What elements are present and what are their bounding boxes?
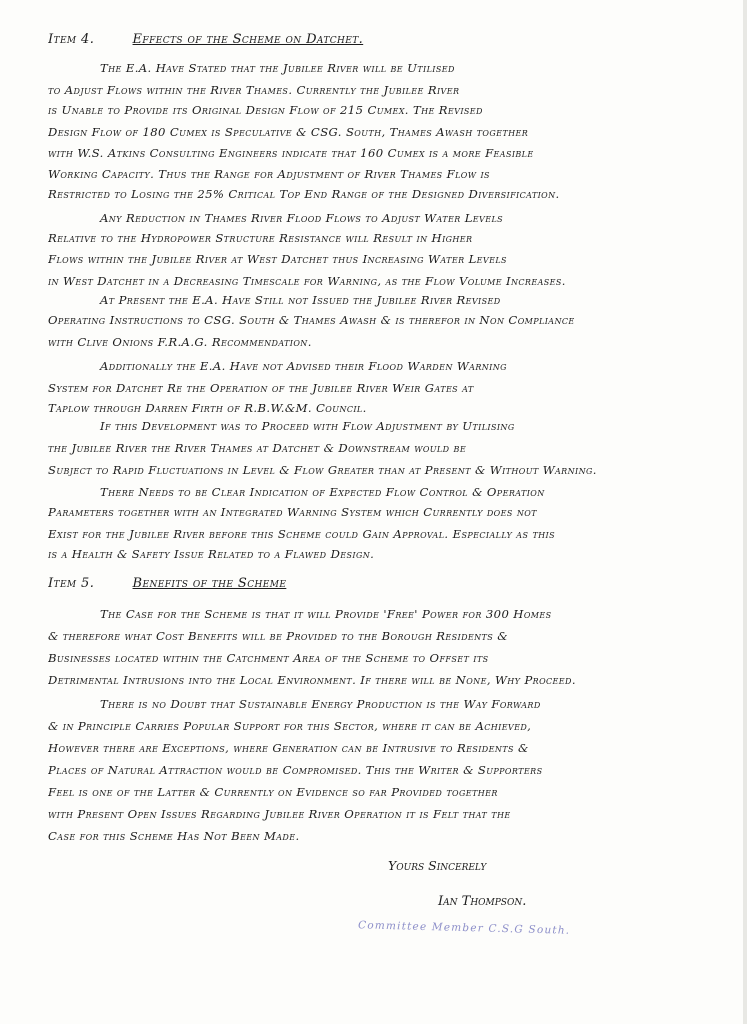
item5-line: Businesses located within the Catchment Area of the Scheme to Offset its [48, 651, 489, 665]
item4-line: to Adjust Flows within the River Thames. Currently the Jubilee River [48, 83, 460, 97]
item4-line: At Present the E.A. Have Still not Issued the Jubilee River Revised [100, 293, 501, 307]
signature: Ian Thompson. [438, 894, 527, 909]
page-edge [743, 0, 747, 1024]
committee-stamp: Committee Member C.S.G South. [357, 919, 571, 937]
item5-line: Places of Natural Attraction would be Compromised. This the Writer & Supporters [48, 763, 543, 777]
item4-heading [48, 32, 738, 48]
item4-line: Design Flow of 180 Cumex is Speculative & CSG. South, Thames Awash together [48, 125, 529, 139]
item5-line: with Present Open Issues Regarding Jubilee River Operation it is Felt that the [48, 807, 511, 821]
item5-line: Feel is one of the Latter & Currently on Evidence so far Provided together [48, 785, 498, 799]
item4-line: Exist for the Jubilee River before this Scheme could Gain Approval. Especially as this [48, 527, 556, 541]
item5-line: & therefore what Cost Benefits will be Provided to the Borough Residents & [48, 629, 508, 643]
item4-line: Subject to Rapid Fluctuations in Level & Flow Greater than at Present & Without Warning. [48, 463, 597, 477]
item5-title: Benefits of the Scheme [132, 576, 287, 591]
item4-line: Additionally the E.A. Have not Advised their Flood Warden Warning [100, 359, 507, 373]
item4-line: Restricted to Losing the 25% Critical Top End Range of the Designed Diversification. [48, 187, 560, 201]
item4-line: the Jubilee River the River Thames at Datchet & Downstream would be [48, 441, 467, 455]
item5-line: The Case for the Scheme is that it will Provide 'Free' Power for 300 Homes [100, 607, 552, 621]
item4-line: is a Health & Safety Issue Related to a Flawed Design. [48, 547, 375, 561]
item4-line: System for Datchet Re the Operation of the Jubilee River Weir Gates at [48, 381, 474, 395]
item4-line: Flows within the Jubilee River at West Datchet thus Increasing Water Levels [48, 252, 507, 266]
item5-heading [48, 576, 738, 592]
item4-line: Relative to the Hydropower Structure Resistance will Result in Higher [48, 231, 473, 245]
item5-line: However there are Exceptions, where Generation can be Intrusive to Residents & [48, 741, 529, 755]
item4-line: Taplow through Darren Firth of R.B.W.&M. Council. [48, 401, 367, 415]
item5-line: & in Principle Carries Popular Support for this Sector, where it can be Achieved, [48, 719, 532, 733]
item4-line: in West Datchet in a Decreasing Timescale for Warning, as the Flow Volume Increases. [48, 274, 566, 288]
item4-line: Parameters together with an Integrated Warning System which Currently does not [48, 505, 537, 519]
item5-line: Case for this Scheme Has Not Been Made. [48, 829, 300, 843]
item4-line: The E.A. Have Stated that the Jubilee River will be Utilised [100, 61, 455, 75]
item4-line: is Unable to Provide its Original Design Flow of 215 Cumex. The Revised [48, 103, 483, 117]
item4-label: Item 4. [48, 32, 95, 47]
item4-line: with W.S. Atkins Consulting Engineers indicate that 160 Cumex is a more Feasible [48, 146, 534, 160]
item5-line: Detrimental Intrusions into the Local Environment. If there will be None, Why Proceed. [48, 673, 576, 687]
item4-line: If this Development was to Proceed with Flow Adjustment by Utilising [100, 419, 515, 433]
item4-line: Any Reduction in Thames River Flood Flows to Adjust Water Levels [100, 211, 504, 225]
item4-line: Working Capacity. Thus the Range for Adjustment of River Thames Flow is [48, 167, 490, 181]
item4-title: Effects of the Scheme on Datchet. [132, 32, 364, 47]
item4-line: Operating Instructions to CSG. South & Thames Awash & is therefor in Non Compliance [48, 313, 575, 327]
item4-line: with Clive Onions F.R.A.G. Recommendation. [48, 335, 312, 349]
closing: Yours Sincerely [388, 858, 487, 873]
item4-line: There Needs to be Clear Indication of Expected Flow Control & Operation [100, 485, 545, 499]
item5-label: Item 5. [48, 576, 95, 591]
item5-line: There is no Doubt that Sustainable Energy Production is the Way Forward [100, 697, 541, 711]
